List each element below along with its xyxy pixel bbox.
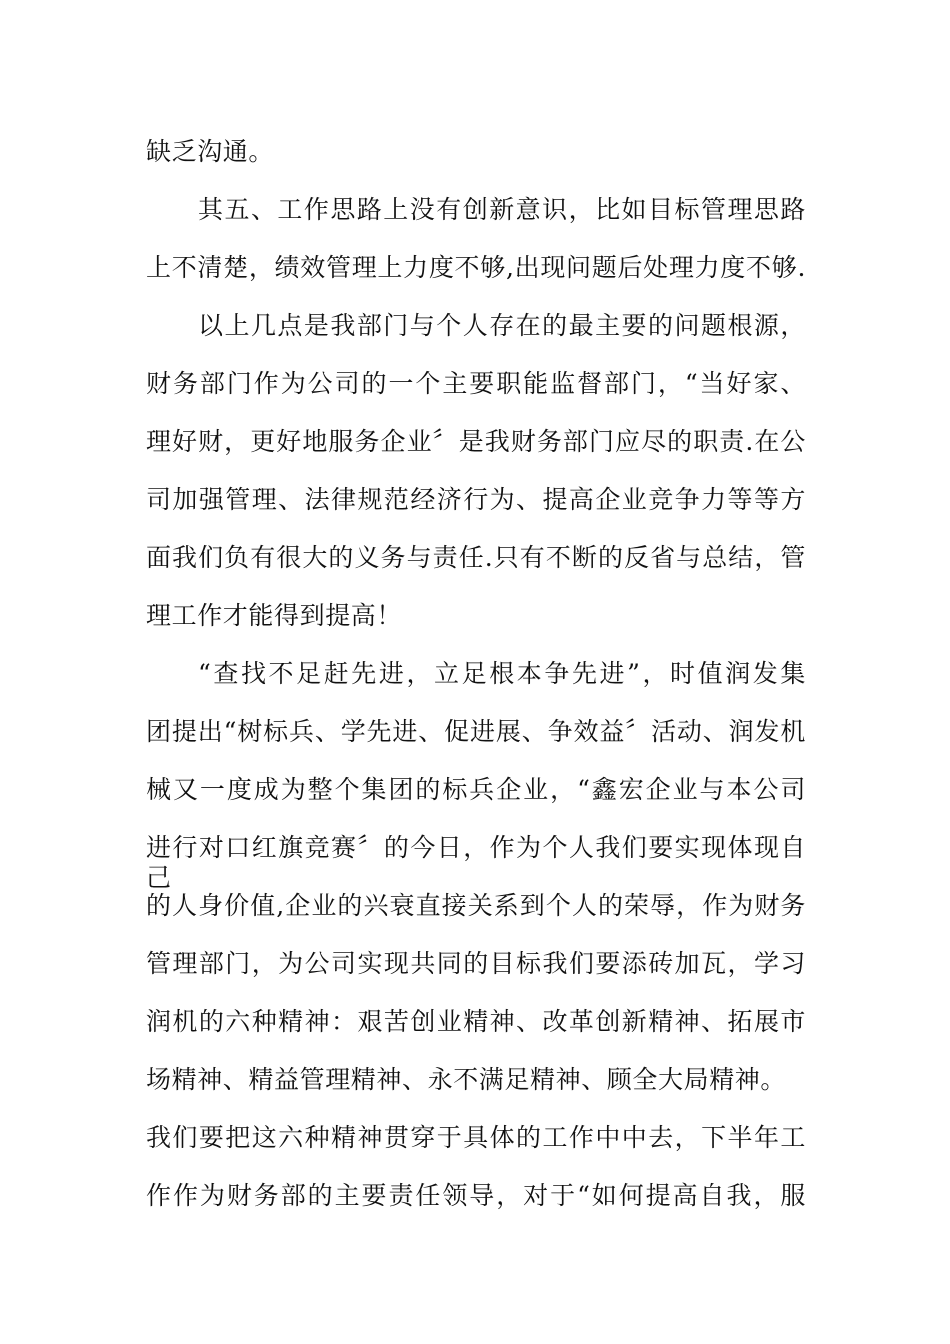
text-line: 场精神、精益管理精神、永不满足精神、顾全大局精神。 (146, 1065, 787, 1094)
text-line: 进行对口红旗竞赛〞的今日，作为个人我们要实现体现自己 (146, 833, 806, 892)
text-line: 管理部门，为公司实现共同的目标我们要添砖加瓦，学习 (146, 949, 806, 978)
text-line: 理好财，更好地服务企业〞是我财务部门应尽的职责.在公 (146, 427, 806, 456)
text-line: 财务部门作为公司的一个主要职能监督部门，“当好家、 (146, 369, 806, 398)
text-line: 上不清楚，绩效管理上力度不够,出现问题后处理力度不够. (146, 253, 806, 282)
text-line: 我们要把这六种精神贯穿于具体的工作中中去，下半年工 (146, 1123, 806, 1152)
text-line: 的人身价值,企业的兴衰直接关系到个人的荣辱，作为财务 (146, 891, 806, 920)
text-line: 面我们负有很大的义务与责任.只有不断的反省与总结，管 (146, 543, 806, 572)
text-line: 润机的六种精神：艰苦创业精神、改革创新精神、拓展市 (146, 1007, 806, 1036)
text-line: 械又一度成为整个集团的标兵企业，“鑫宏企业与本公司 (146, 775, 806, 804)
paragraph-first-line: 以上几点是我部门与个人存在的最主要的问题根源， (198, 311, 806, 340)
text-line: 司加强管理、法律规范经济行为、提高企业竞争力等等方 (146, 485, 806, 514)
text-line: 理工作才能得到提高！ (146, 601, 403, 630)
text-line: 缺乏沟通。 (146, 137, 275, 166)
paragraph-first-line: “查找不足赶先进，立足根本争先进”，时值润发集 (198, 659, 806, 688)
text-line: 团提出“树标兵、学先进、促进展、争效益〞活动、润发机 (146, 717, 806, 746)
paragraph-first-line: 其五、工作思路上没有创新意识，比如目标管理思路 (198, 195, 806, 224)
text-line: 作作为财务部的主要责任领导，对于“如何提高自我，服 (146, 1181, 806, 1210)
